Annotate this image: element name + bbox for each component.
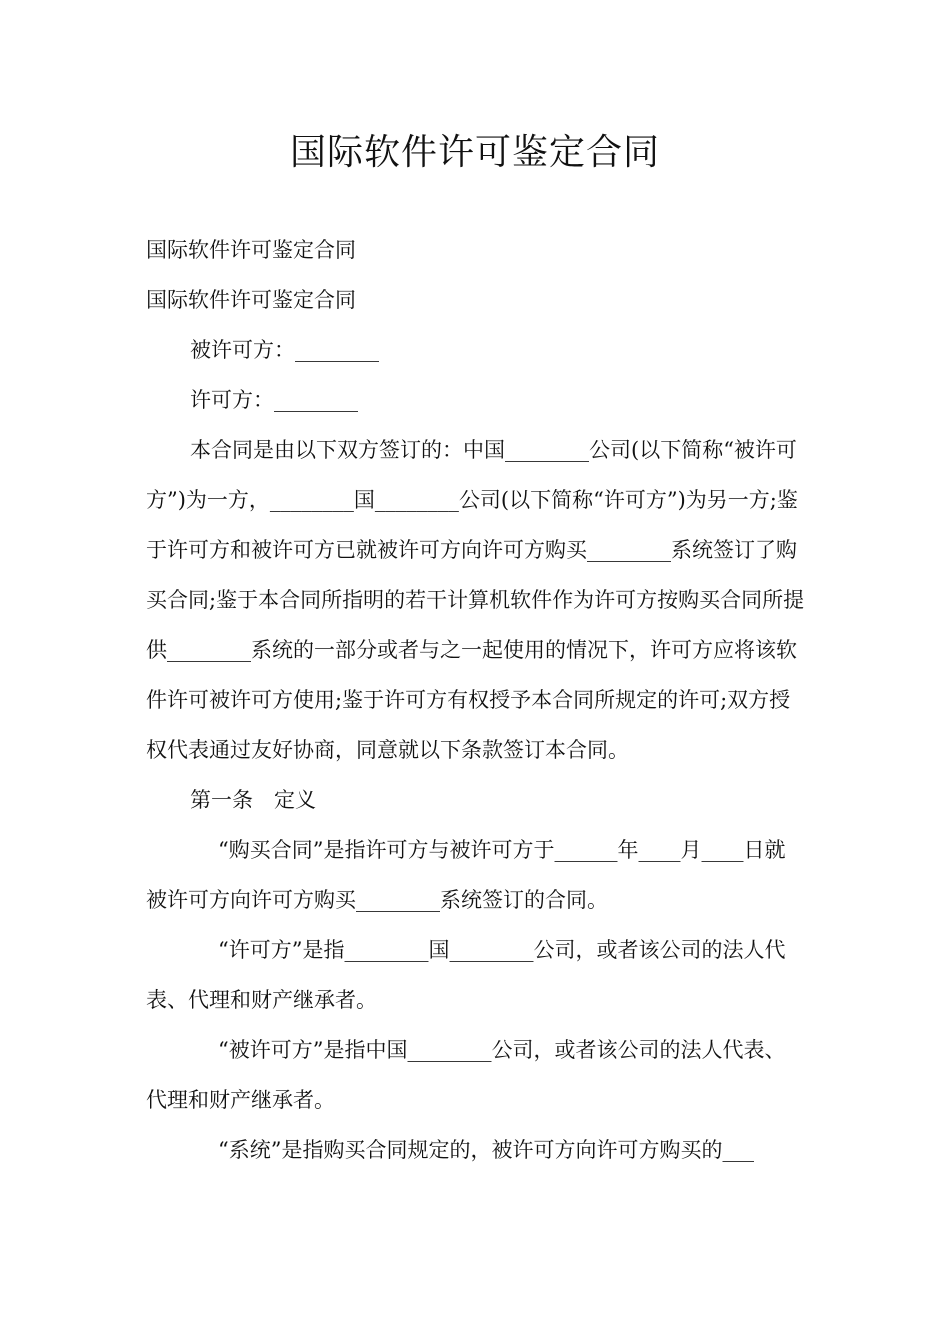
document-title: 国际软件许可鉴定合同	[289, 132, 660, 173]
definition-purchase-contract: “购买合同”是指许可方与被许可方于______年____月____日就被许可方向许可方购买________系统签订的合同。	[146, 838, 786, 912]
licensee-line: 被许可方：________	[190, 338, 379, 362]
preamble-paragraph: 本合同是由以下双方签订的：中国________公司(以下简称“被许可方”)为一方，________国________公司(以下简称“许可方”)为另一方;鉴于许可方和被许可方已就被许可方向许可方购买________系统签订了购买合同;鉴于本合同所指明的若干计算机软件作为许可方按购买合同所提供________系统的一部分或者与之一起使用的情况下，许可方应将该软件许可被许可方使用;鉴于许可方有权授予本合同所规定的许可;双方授权代表通过友好协商，同意就以下条款签订本合同。	[146, 438, 805, 762]
header-line-2: 国际软件许可鉴定合同	[146, 288, 356, 312]
article-1-heading: 第一条 定义	[190, 788, 316, 812]
licensor-line: 许可方：________	[190, 388, 358, 412]
definition-licensee: “被许可方”是指中国________公司，或者该公司的法人代表、代理和财产继承者。	[146, 1038, 786, 1112]
document-body	[146, 225, 806, 1175]
header-line-1: 国际软件许可鉴定合同	[146, 238, 356, 262]
definition-system: “系统”是指购买合同规定的，被许可方向许可方购买的___	[218, 1138, 754, 1162]
definition-licensor: “许可方”是指________国________公司，或者该公司的法人代表、代理和财产继承者。	[146, 938, 786, 1012]
